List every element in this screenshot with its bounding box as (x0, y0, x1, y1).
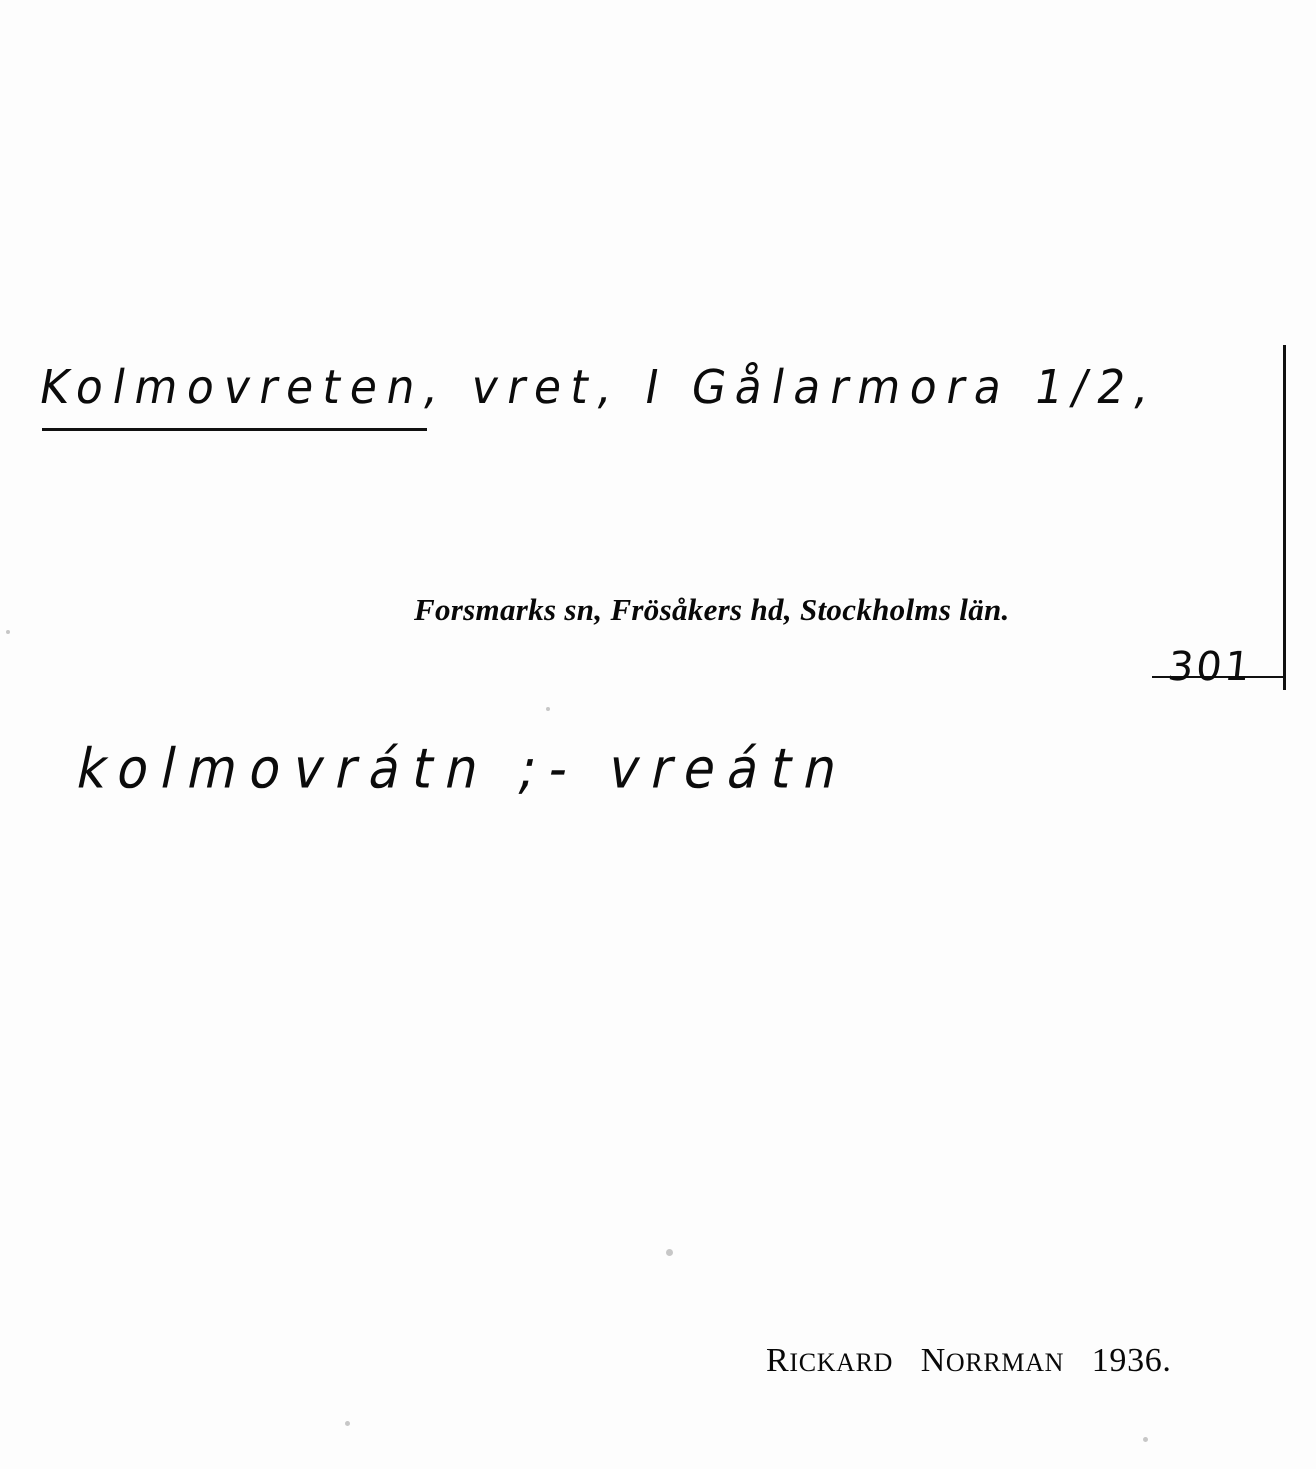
collector-credit (766, 1342, 1172, 1380)
headword-underline (42, 428, 427, 431)
collector-first-name: RICKARD (766, 1342, 894, 1379)
scan-speck (666, 1249, 673, 1256)
scan-speck (345, 1421, 350, 1426)
card-vertical-rule (1283, 345, 1286, 690)
phonetic-transcription-line: kolmovrátn ;- vreátn (71, 737, 857, 801)
parish-line: Forsmarks sn, Frösåkers hd, Stockholms län. (414, 592, 1010, 627)
scan-speck (6, 630, 10, 634)
page-number: 301 (1165, 644, 1256, 690)
collection-year: 1936. (1091, 1342, 1172, 1379)
scan-speck (1143, 1437, 1148, 1442)
collector-last-name: NORRMAN (920, 1342, 1065, 1379)
scan-speck (546, 707, 550, 711)
headword-line: Kolmovreten, vret, I Gålarmora 1/2, (35, 360, 1164, 415)
